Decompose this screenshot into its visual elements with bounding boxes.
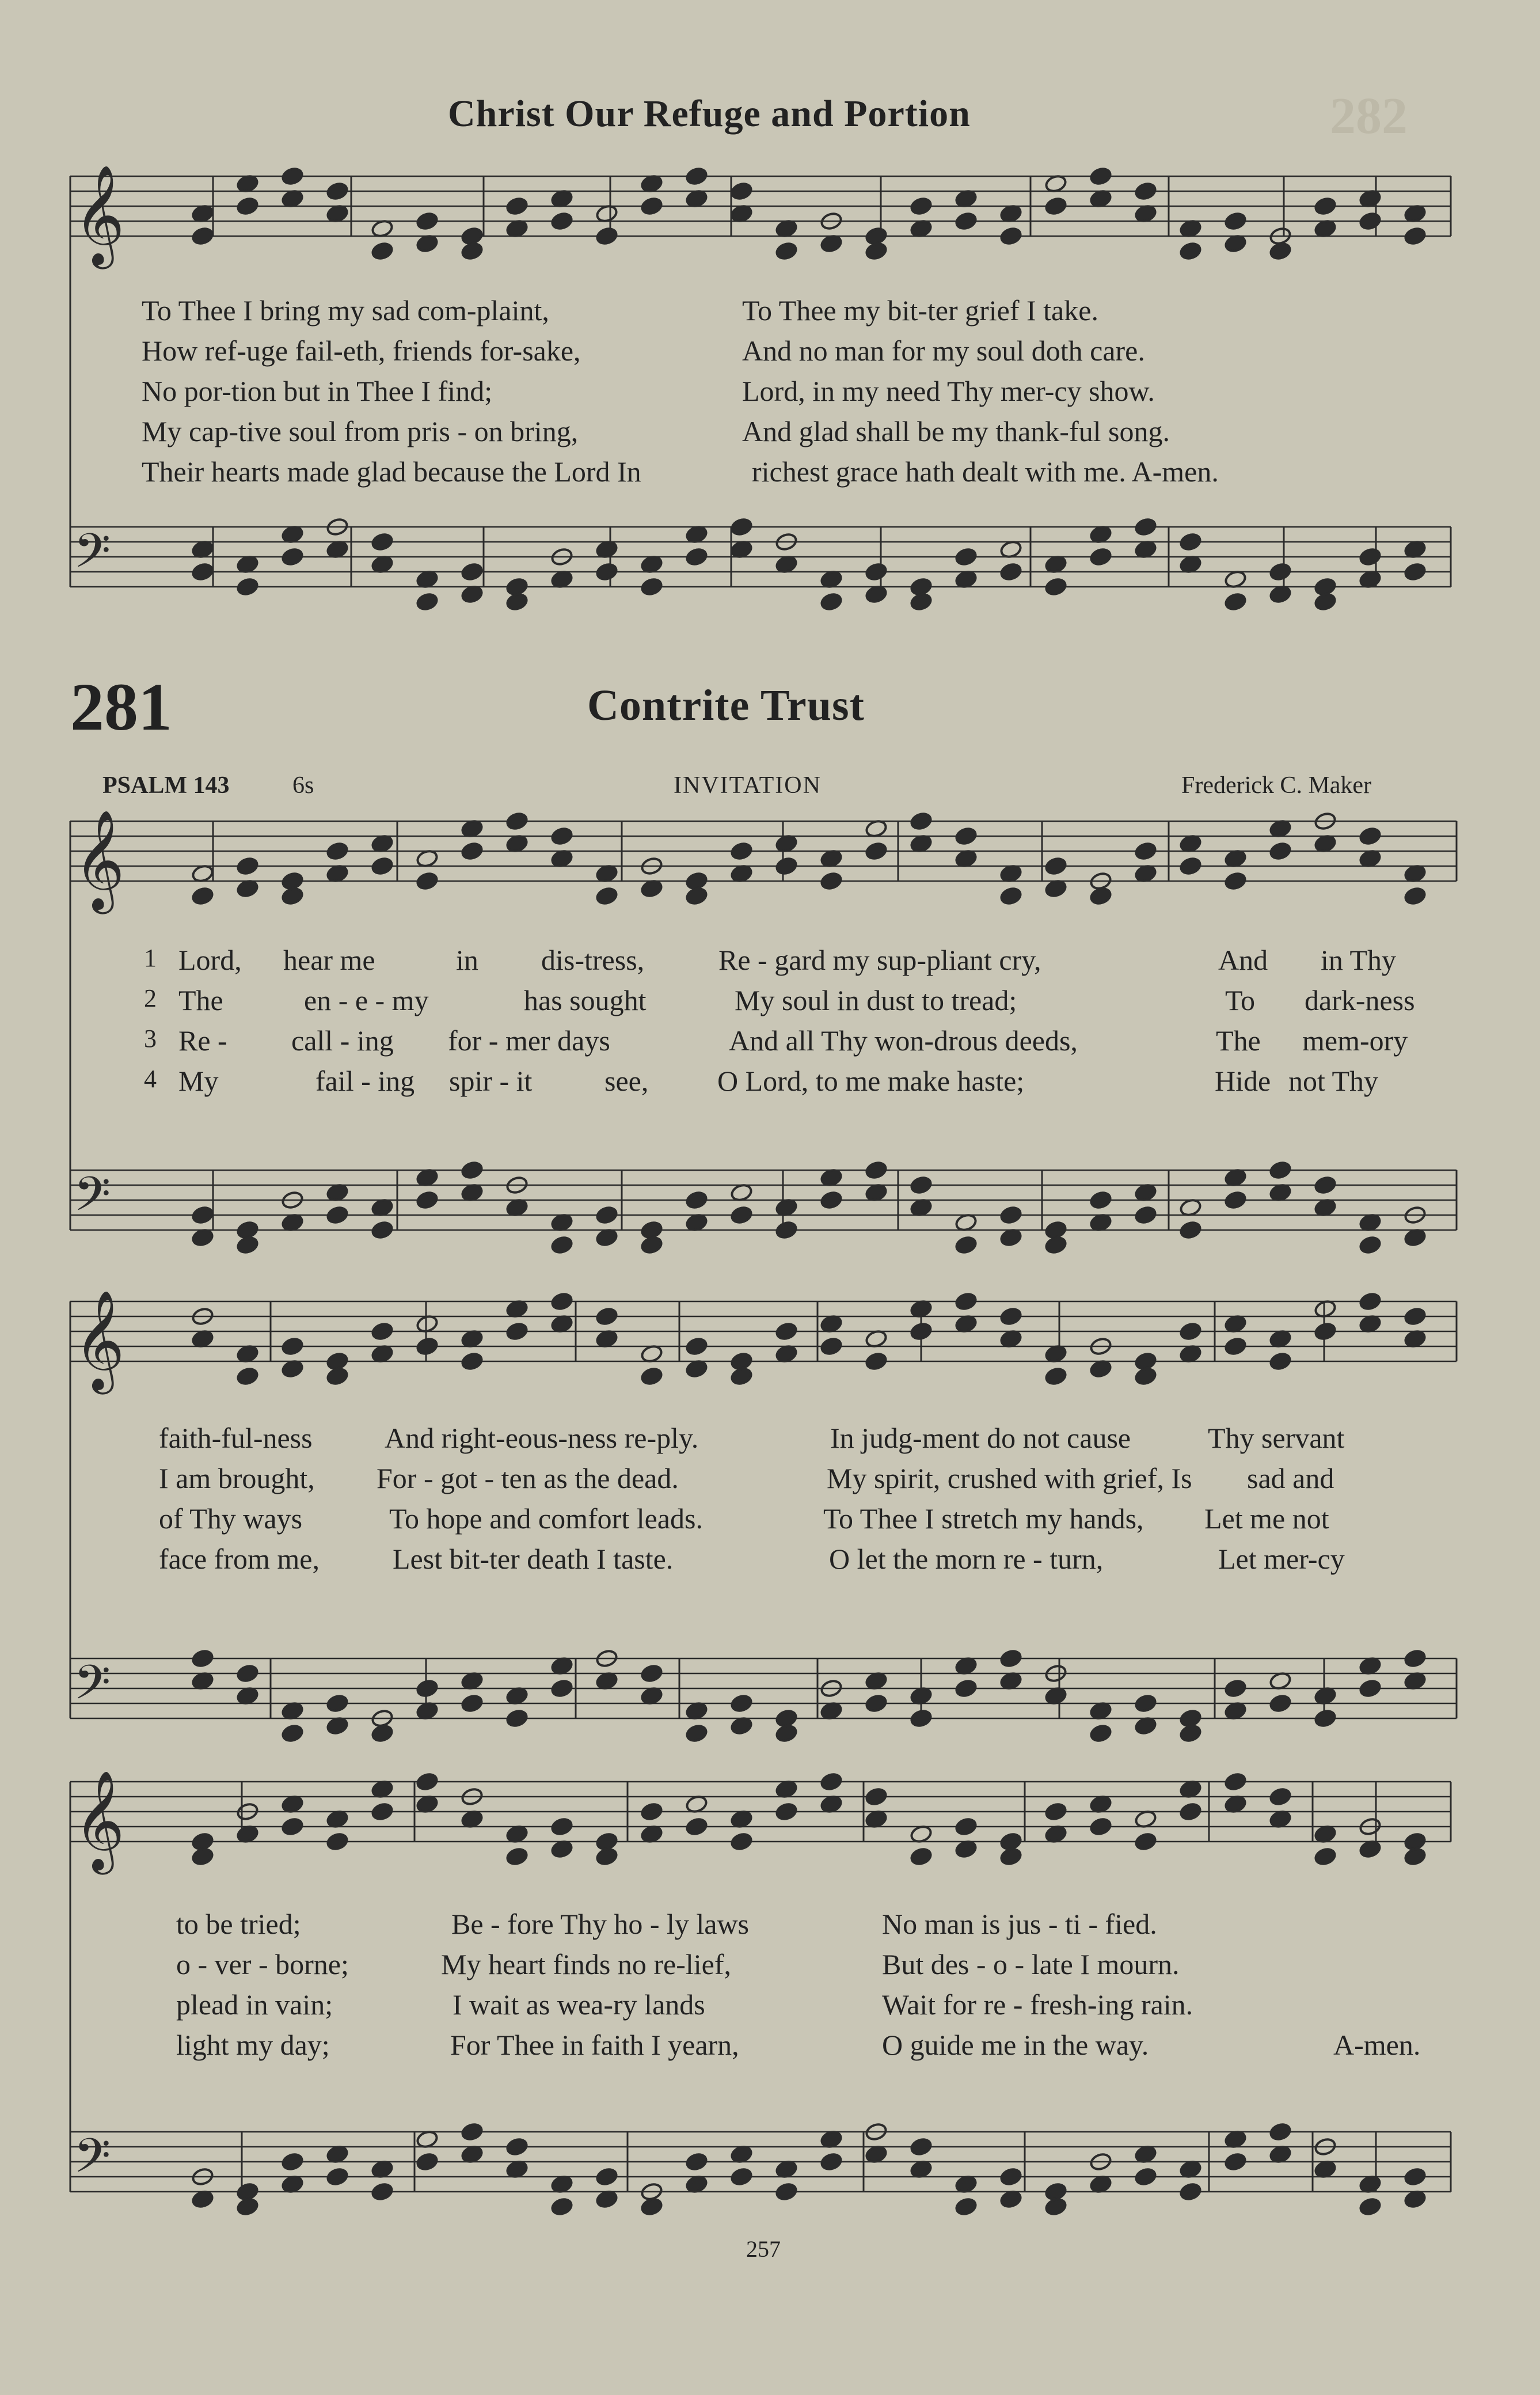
svg-text:𝄢: 𝄢 [74,523,111,590]
lyric-syllable: Re - gard my sup-pliant cry, [718,944,1041,976]
lyric-syllable: My [178,1065,219,1097]
lyric-syllable: And right-eous-ness re-ply. [385,1422,699,1454]
lyric-syllable: Be - fore Thy ho - ly laws [451,1908,750,1940]
lyric-syllable: In judg-ment do not cause [830,1422,1131,1454]
lyric-syllable: My soul in dust to tread; [735,984,1017,1016]
lyric-syllable: in [456,944,478,976]
lyric-syllable: fail - ing [315,1065,415,1097]
bleed-through-number: 282 [1330,88,1408,145]
lyric-syllable: My spirit, crushed with grief, Is [827,1462,1192,1494]
lyric-syllable: has sought [524,984,647,1016]
lyric-syllable: dis-tress, [541,944,645,976]
lyric-syllable: dark-ness [1305,984,1415,1016]
verse-number: 4 [144,1065,157,1093]
lyric-syllable: light my day; [176,2029,330,2061]
lyric-syllable: mem-ory [1302,1024,1408,1057]
lyric-syllable: faith-ful-ness [159,1422,313,1454]
svg-text:𝄞: 𝄞 [74,810,125,910]
lyric-syllable: O let the morn re - turn, [829,1543,1104,1575]
svg-text:𝄞: 𝄞 [74,1770,125,1870]
lyric-syllable: sad and [1247,1462,1334,1494]
lyric-syllable: Let me not [1204,1502,1329,1535]
lyric-part-b: And no man for my soul doth care. [742,335,1145,367]
hymn-number: 281 [70,669,172,745]
prev-hymn-title: Christ Our Refuge and Portion [448,93,971,135]
lyric-syllable: of Thy ways [159,1502,303,1535]
lyric-syllable: For Thee in faith I yearn, [450,2029,739,2061]
lyric-syllable: And [1218,944,1268,976]
lyric-syllable: I wait as wea-ry lands [453,1988,705,2021]
lyric-syllable: to be tried; [176,1908,301,1940]
lyric-syllable: Lest bit-ter death I taste. [393,1543,674,1575]
lyric-syllable: see, [604,1065,649,1097]
lyric-syllable: in Thy [1321,944,1397,976]
lyric-syllable: To [1225,984,1256,1016]
lyric-syllable: en - e - my [304,984,429,1016]
lyric-syllable: O Lord, to me make haste; [717,1065,1025,1097]
verse-number: 3 [144,1024,157,1053]
verse-number: 1 [144,944,157,972]
lyric-syllable: plead in vain; [176,1988,333,2021]
lyric-syllable: The [178,984,223,1016]
lyric-part-a: How ref-uge fail-eth, friends for-sake, [142,335,581,367]
lyric-syllable: Re - [178,1024,227,1057]
lyric-part-b: And glad shall be my thank-ful song. [742,415,1170,447]
hymn-title: Contrite Trust [587,681,865,730]
composer: Frederick C. Maker [1181,772,1372,799]
verse-number: 2 [144,984,157,1012]
lyric-syllable: not Thy [1288,1065,1379,1097]
lyric-part-a: My cap-tive soul from pris - on bring, [142,415,579,447]
svg-text:𝄞: 𝄞 [74,1290,125,1390]
lyric-syllable: No man is jus - ti - fied. [882,1908,1157,1940]
svg-text:𝄢: 𝄢 [74,1654,111,1722]
lyric-syllable: Hide [1215,1065,1271,1097]
lyric-syllable: Thy servant [1208,1422,1345,1454]
lyric-syllable: Let mer-cy [1218,1543,1345,1575]
lyric-syllable: for - mer days [448,1024,610,1057]
lyric-syllable: The [1216,1024,1261,1057]
lyric-part-a: Their hearts made glad because the Lord In [142,456,641,488]
lyric-syllable: o - ver - borne; [176,1948,349,1980]
lyric-syllable: face from me, [159,1543,320,1575]
lyric-syllable: Wait for re - fresh-ing rain. [882,1988,1193,2021]
lyric-syllable: To Thee I stretch my hands, [823,1502,1144,1535]
lyric-syllable: Lord, [178,944,242,976]
lyric-part-b: richest grace hath dealt with me. A-men. [752,456,1219,488]
lyric-part-a: No por-tion but in Thee I find; [142,375,493,407]
svg-text:𝄞: 𝄞 [74,165,125,265]
meter: 6s [292,772,314,799]
lyric-syllable: call - ing [291,1024,394,1057]
lyric-part-a: To Thee I bring my sad com-plaint, [142,294,549,327]
lyric-syllable: spir - it [449,1065,533,1097]
svg-text:𝄢: 𝄢 [74,1166,111,1233]
lyric-syllable: A-men. [1333,2029,1421,2061]
lyric-syllable: But des - o - late I mourn. [882,1948,1180,1980]
psalm-source: PSALM 143 [102,772,230,799]
lyric-syllable: And all Thy won-drous deeds, [729,1024,1078,1057]
lyric-syllable: I am brought, [159,1462,315,1494]
svg-text:𝄢: 𝄢 [74,2128,111,2195]
lyric-syllable: To hope and comfort leads. [389,1502,703,1535]
lyric-part-b: Lord, in my need Thy mer-cy show. [742,375,1155,407]
lyric-syllable: O guide me in the way. [882,2029,1149,2061]
tune-name: INVITATION [674,772,822,799]
page-number: 257 [746,2236,781,2262]
lyric-syllable: hear me [283,944,375,976]
lyric-syllable: For - got - ten as the dead. [377,1462,679,1494]
lyric-part-b: To Thee my bit-ter grief I take. [742,294,1098,327]
lyric-syllable: My heart finds no re-lief, [441,1948,732,1980]
